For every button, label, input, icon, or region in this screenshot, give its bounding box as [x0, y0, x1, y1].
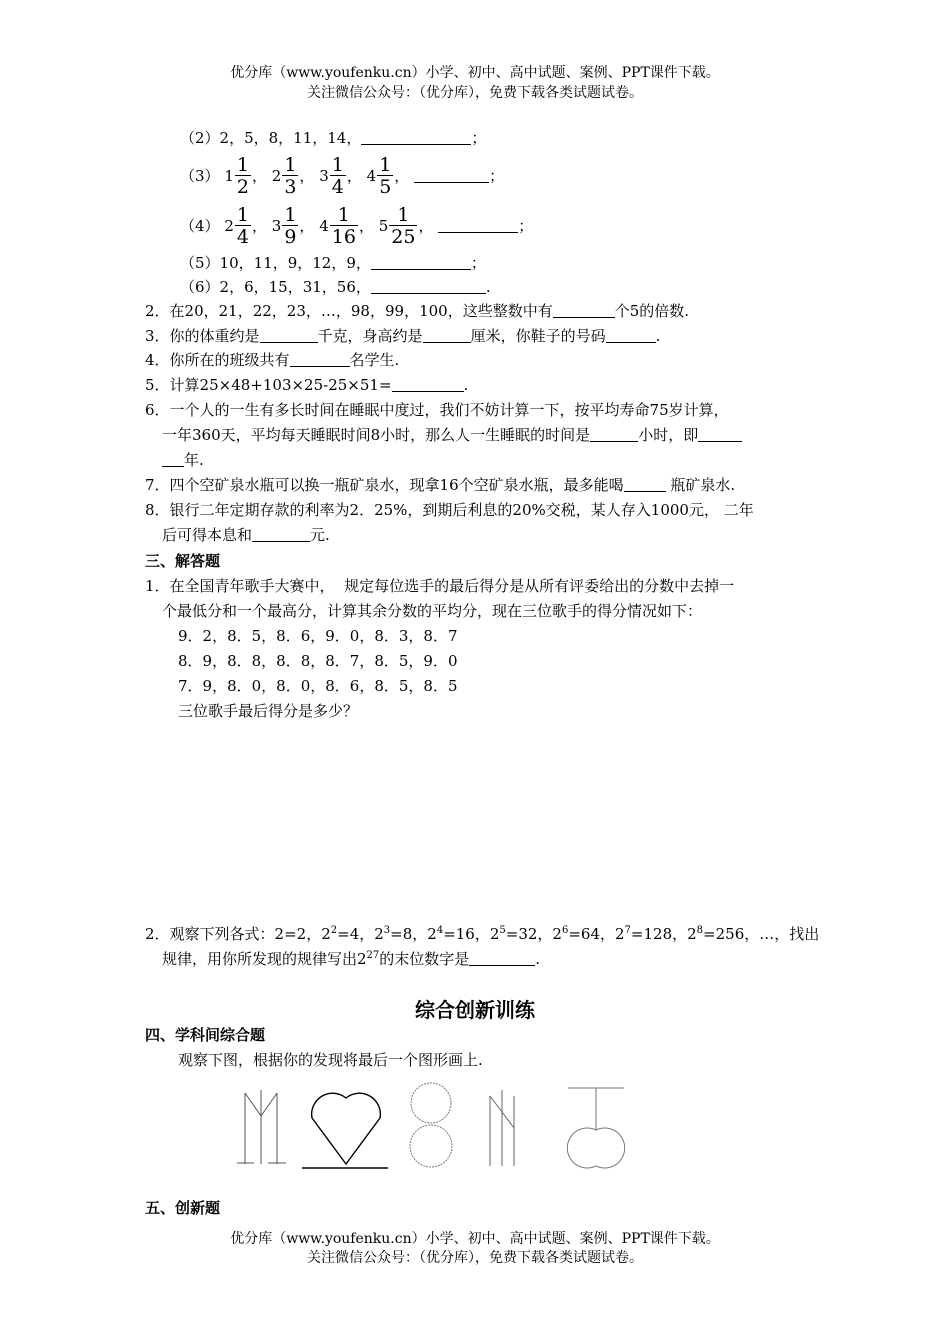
mixed-number: 3 $\frac{1}{9}$: [271, 203, 297, 248]
section-4-instruction: 观察下图，根据你的发现将最后一个图形画上.: [178, 1051, 483, 1069]
answer-blank[interactable]: [371, 255, 471, 270]
question-4: 4．你所在的班级共有 名学生.: [145, 351, 400, 369]
mixed-number: 4 $\frac{1}{16}$: [319, 203, 356, 248]
answer-blank[interactable]: [624, 477, 666, 492]
sequence-3: （3） 1 $\frac{1}{2}$ ， 2 $\frac{1}{3}$ ， 3 $\frac{1}{4}$ ， 4 $\frac{1}{5}$ ， ；: [180, 152, 504, 200]
score-row: 9．2，8．5，8．6，9．0，8．3，8．7: [178, 627, 458, 645]
sequence-4: （4） 2 $\frac{1}{4}$ ， 3 $\frac{1}{9}$ ， 4 $\frac{1}{16}$ ， 5 $\frac{1}{25}$ ， ；: [180, 202, 533, 250]
problem-1-line-1: 1．在全国青年歌手大赛中， 规定每位选手的最后得分是从所有评委给出的分数中去掉一: [145, 577, 735, 595]
mirrored-5-figure: [567, 1088, 624, 1168]
score-row: 7．9，8．0，8．0，8．6，8．5，8．5: [178, 677, 458, 695]
question-3: 3．你的体重约是 千克，身高约是 厘米，你鞋子的号码 .: [145, 327, 661, 345]
answer-blank[interactable]: [162, 452, 184, 467]
section-heading-5: 五、创新题: [145, 1199, 221, 1217]
pattern-figures: [232, 1078, 632, 1174]
answer-blank[interactable]: [438, 218, 518, 233]
section-heading-3: 三、解答题: [145, 552, 221, 570]
mirrored-2-heart-figure: [302, 1093, 388, 1168]
answer-blank[interactable]: [469, 951, 535, 966]
score-row: 8．9，8．8，8．8，8．7，8．5，9．0: [178, 652, 458, 670]
question-6-line-2: 一年360天，平均每天睡眠时间8小时，那么人一生睡眠的时间是 小时，即: [162, 425, 742, 445]
problem-2-line-1: 2．观察下列各式：2=2，$2^2=4$，$2^3=8$，$2^4=16$，$2^5=32$，$2^6=64$，$2^7=128$，$2^8=256$，…，找出: [145, 925, 820, 943]
answer-blank[interactable]: [414, 168, 489, 183]
answer-blank[interactable]: [361, 130, 471, 145]
answer-blank[interactable]: [423, 328, 471, 343]
mixed-number: 2 $\frac{1}{3}$: [271, 153, 297, 198]
footer-line-2: 关注微信公众号：（优分库），免费下载各类试题试卷。: [307, 1250, 643, 1266]
answer-blank[interactable]: [260, 328, 318, 343]
question-5: 5．计算25×48+103×25-25×51= .: [145, 376, 469, 394]
answer-blank[interactable]: [371, 279, 486, 294]
section-title: 综合创新训练: [415, 998, 535, 1022]
section-heading-4: 四、学科间综合题: [145, 1026, 266, 1044]
question-6-line-3: 年.: [162, 450, 204, 470]
mirrored-3-figure: [410, 1083, 452, 1167]
question-8-line-1: 8．银行二年定期存款的利率为2．25%，到期后利息的20%交税，某人存入1000元， 二年: [145, 501, 754, 519]
answer-blank[interactable]: [392, 377, 464, 392]
mixed-number: 2 $\frac{1}{4}$: [224, 203, 249, 248]
answer-blank[interactable]: [590, 427, 638, 442]
header-line-1: 优分库（www.youfenku.cn）小学、初中、高中试题、案例、PPT课件下载。: [230, 65, 720, 81]
problem-1-line-2: 个最低分和一个最高分，计算其余分数的平均分，现在三位歌手的得分情况如下：: [162, 602, 703, 620]
mixed-number: 3 $\frac{1}{4}$: [319, 153, 344, 198]
problem-2-line-2: 规律，用你所发现的规律写出$2^{27}$的末位数字是 .: [162, 950, 541, 968]
answer-blank[interactable]: [252, 527, 310, 542]
mirrored-4-figure: [490, 1090, 514, 1166]
footer-line-1: 优分库（www.youfenku.cn）小学、初中、高中试题、案例、PPT课件下载。: [230, 1231, 720, 1247]
mixed-number: 1 $\frac{1}{2}$: [224, 153, 249, 198]
answer-blank[interactable]: [553, 303, 615, 318]
answer-blank[interactable]: [606, 328, 656, 343]
sequence-2: （2）2，5，8，11，14， ；: [180, 129, 487, 147]
mirrored-1-figure: [237, 1090, 286, 1164]
answer-blank[interactable]: [698, 427, 742, 442]
mixed-number: 5 $\frac{1}{25}$: [378, 203, 416, 248]
sequence-6: （6）2，6，15，31，56， .: [180, 278, 491, 296]
problem-1-question: 三位歌手最后得分是多少？: [178, 702, 359, 720]
sequence-5: （5）10，11，9，12，9， ；: [180, 254, 486, 272]
question-6-line-1: 6．一个人的一生有多长时间在睡眠中度过，我们不妨计算一下，按平均寿命75岁计算，: [145, 401, 729, 419]
question-8-line-2: 后可得本息和 元.: [162, 526, 330, 544]
question-7: 7．四个空矿泉水瓶可以换一瓶矿泉水，现拿16个空矿泉水瓶，最多能喝 瓶矿泉水.: [145, 476, 736, 494]
answer-blank[interactable]: [290, 352, 350, 367]
mixed-number: 4 $\frac{1}{5}$: [366, 153, 392, 198]
header-line-2: 关注微信公众号：（优分库），免费下载各类试题试卷。: [307, 85, 643, 101]
question-2: 2．在20，21，22，23，…，98，99，100，这些整数中有 个5的倍数.: [145, 302, 690, 320]
